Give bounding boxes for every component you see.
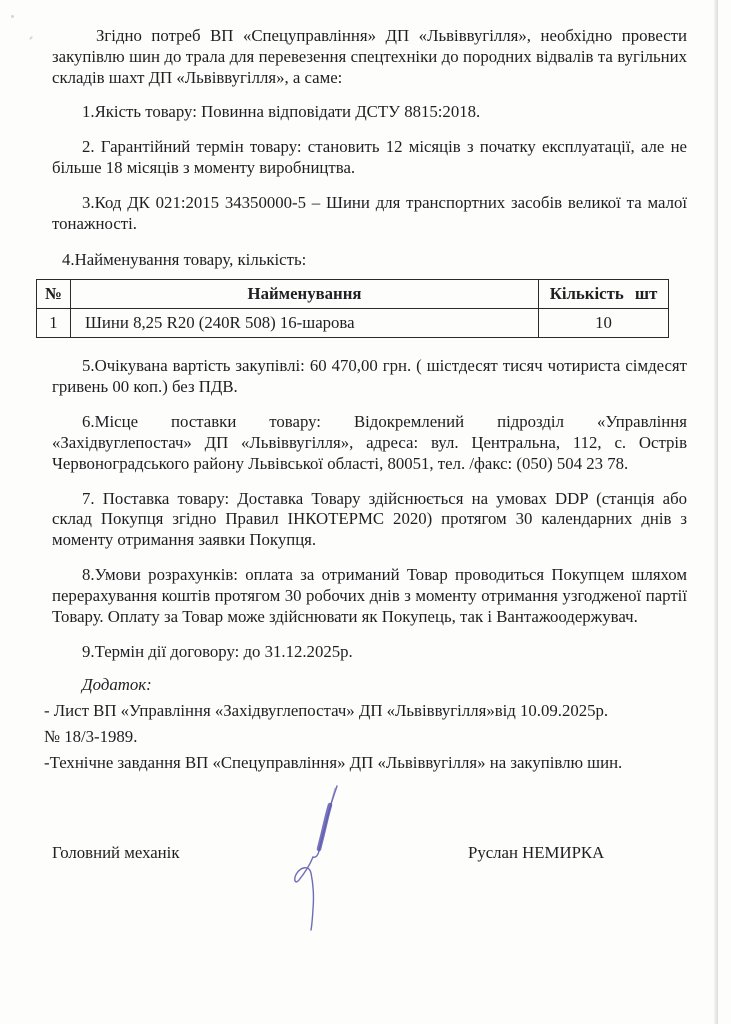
clause-delivery-terms: 7. Поставка товару: Доставка Товару здійснюється на умовах DDP (станція або склад Покупця згідно Правил ІНКОТЕРМС 2020) протягом 30 календарних днів з моменту отримання заявки Покупця. bbox=[52, 488, 687, 550]
clause-contract-term: 9.Термін дії договору: до 31.12.2025р. bbox=[82, 641, 353, 661]
scan-speck bbox=[11, 15, 14, 18]
cell-quantity: 10 bbox=[539, 309, 669, 338]
clause-goods-heading: 4.Найменування товару, кількість: bbox=[62, 249, 307, 269]
cell-item-name: Шини 8,25 R20 (240R 508) 16-шарова bbox=[71, 309, 539, 338]
clause-payment-terms: 8.Умови розрахунків: оплата за отриманий Товар проводиться Покупцем шляхом перерахування коштів протягом 30 робочих днів з моменту отримання узгодженої партії Товару. Оплату за Товар може здійснювати як Покупець, так і Вантажоодержувач. bbox=[52, 565, 687, 626]
signature-block bbox=[52, 843, 687, 867]
clause-dk-code: 3.Код ДК 021:2015 34350000-5 – Шини для транспортних засобів великої та малої тонажності. bbox=[52, 192, 687, 233]
intro-paragraph: Згідно потреб ВП «Спецуправління» ДП «Львіввугілля», необхідно провести закупівлю шин до трала для перевезення спецтехніки до породних відвалів та вугільних складів шахт ДП «Львіввугілля», а саме: bbox=[52, 26, 687, 87]
annex-item-technical-task: -Технічне завдання ВП «Спецуправління» ДП «Львіввугілля» на закупівлю шин. bbox=[44, 752, 623, 772]
annex-label: Додаток: bbox=[82, 675, 152, 695]
clause-delivery-place: 6.Місце поставки товару: Відокремлений підрозділ «Управління «Західвуглепостач» ДП «Львіввугілля», адреса: вул. Центральна, 112, с. Острів Червоноградського району Львівської області, 80051, тел. /факс: (050) 504 23 78. bbox=[52, 412, 687, 473]
goods-table bbox=[36, 279, 669, 338]
signatory-name: Руслан НЕМИРКА bbox=[468, 843, 605, 862]
annex-item-letter: - Лист ВП «Управління «Західвуглепостач» ДП «Львіввугілля»від 10.09.2025р. bbox=[44, 701, 609, 721]
col-header-quantity: Кількість шт bbox=[539, 280, 669, 309]
clause-expected-cost: 5.Очікувана вартість закупівлі: 60 470,00 грн. ( шістдесят тисяч чотириста сімдесят гривень 00 коп.) без ПДВ. bbox=[52, 356, 687, 397]
col-header-name: Найменування bbox=[71, 280, 539, 309]
clause-quality: 1.Якість товару: Повинна відповідати ДСТУ 8815:2018. bbox=[82, 102, 481, 122]
cell-row-number: 1 bbox=[37, 309, 71, 338]
signatory-title: Головний механік bbox=[52, 843, 180, 862]
goods-table-row bbox=[37, 309, 669, 338]
goods-table-header-row bbox=[37, 280, 669, 309]
signature-stroke-hairline bbox=[328, 788, 335, 816]
col-header-number: № bbox=[37, 280, 71, 309]
annex-item-letter-number: № 18/3-1989. bbox=[44, 727, 138, 747]
clause-warranty: 2. Гарантійний термін товару: становить 12 місяців з початку експлуатації, але не більше 18 місяців з моменту виробництва. bbox=[52, 137, 687, 178]
scan-edge-shadow bbox=[713, 0, 718, 1024]
